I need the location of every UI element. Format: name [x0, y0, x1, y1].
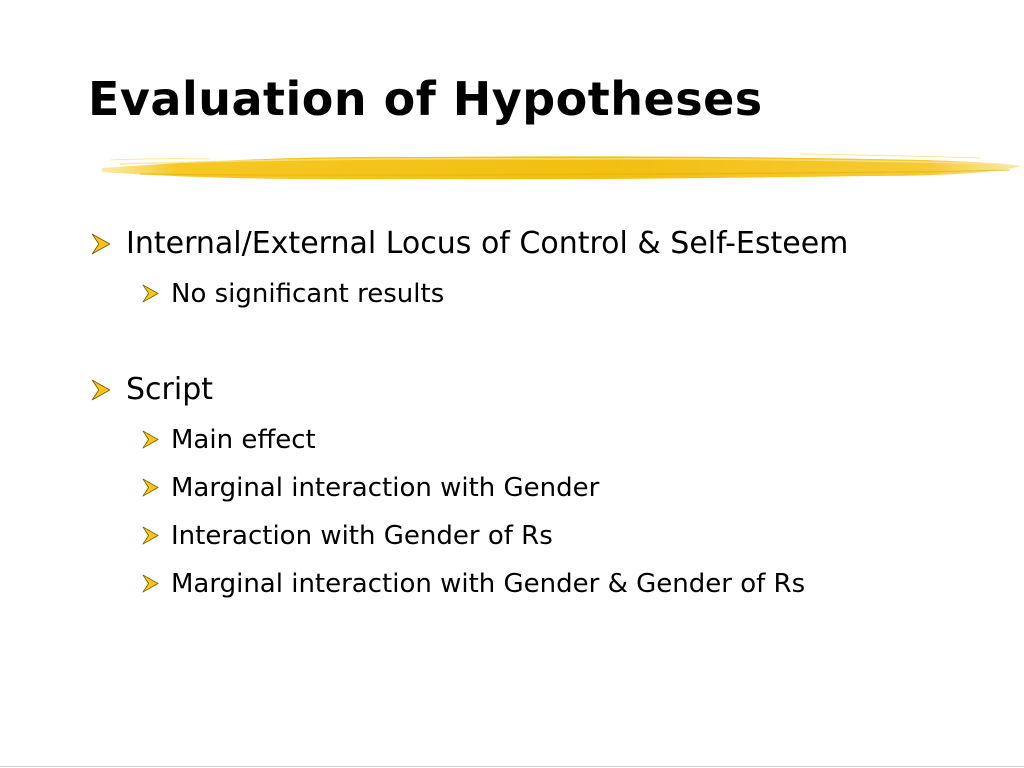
sub-bullet-text: Main effect: [171, 425, 316, 455]
sub-bullet-item: [88, 560, 948, 608]
arrow-bullet-icon: [141, 478, 160, 497]
sub-bullet-list: [88, 416, 948, 608]
sub-bullet-item: [88, 512, 948, 560]
sub-bullet-item: [88, 464, 948, 512]
bullet-text: Internal/External Locus of Control & Self-Esteem: [126, 226, 849, 261]
arrow-bullet-icon: [141, 284, 160, 303]
slide-title: Evaluation of Hypotheses: [88, 72, 763, 126]
arrow-bullet-icon: [141, 574, 160, 593]
sub-bullet-text: No significant results: [171, 279, 445, 309]
sub-bullet-list: [88, 270, 948, 318]
sub-bullet-item: [88, 270, 948, 318]
arrow-bullet-icon: [141, 430, 160, 449]
arrow-bullet-icon: [141, 526, 160, 545]
title-underline-brushstroke: [100, 148, 1024, 188]
bullet-item: [88, 220, 948, 268]
sub-bullet-text: Marginal interaction with Gender & Gender of Rs: [171, 569, 806, 599]
arrow-bullet-icon: [90, 379, 112, 401]
arrow-bullet-icon: [90, 233, 112, 255]
bullet-item: [88, 366, 948, 414]
bullet-list: [88, 220, 948, 608]
bullet-text: Script: [126, 372, 214, 407]
sub-bullet-text: Marginal interaction with Gender: [171, 473, 600, 503]
sub-bullet-item: [88, 416, 948, 464]
sub-bullet-text: Interaction with Gender of Rs: [171, 521, 553, 551]
bottom-divider: [0, 766, 1024, 767]
